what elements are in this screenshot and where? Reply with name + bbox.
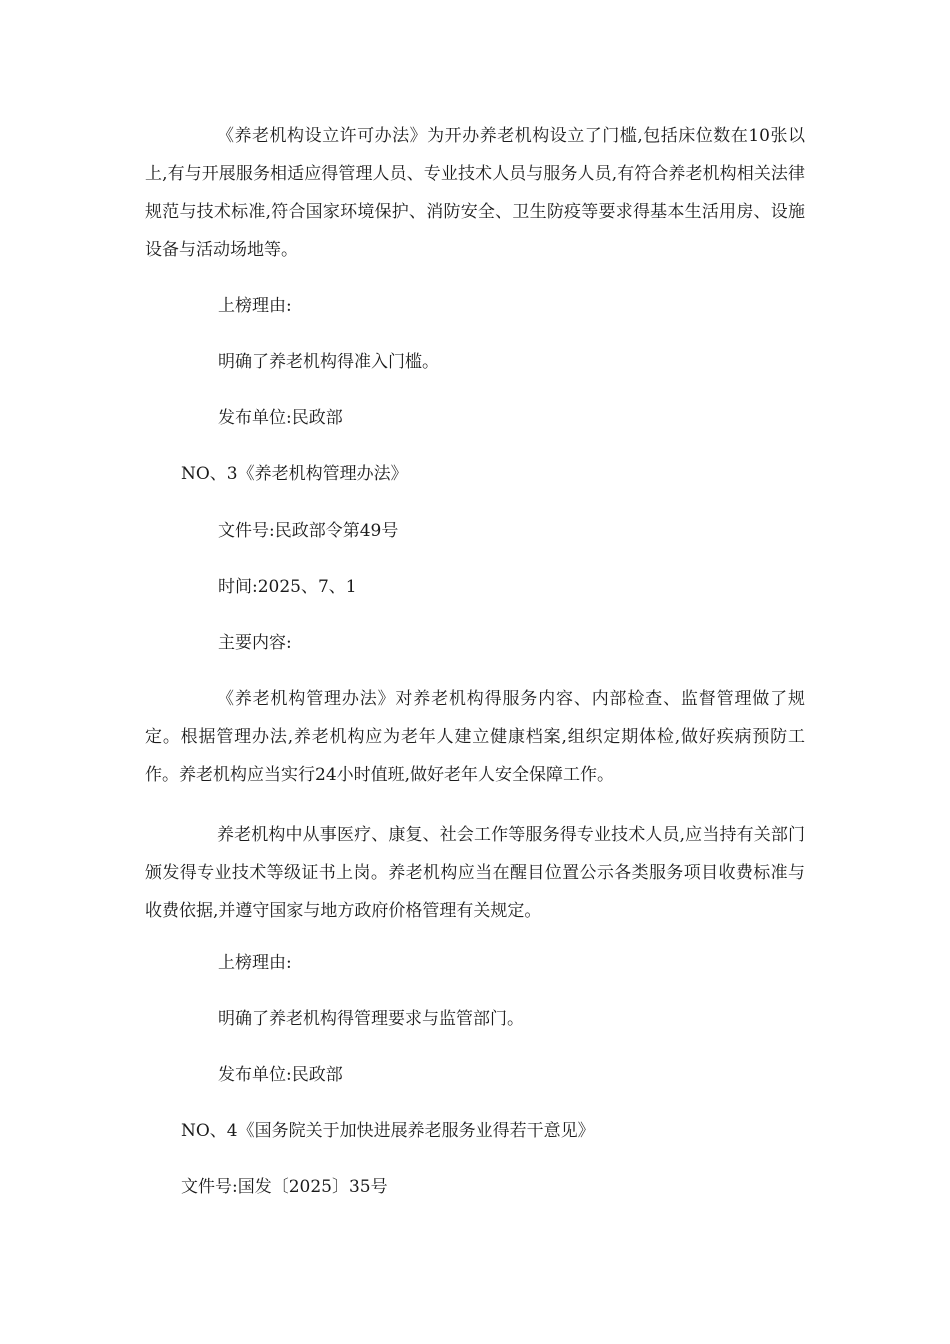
management-paragraph-2: 养老机构中从事医疗、康复、社会工作等服务得专业技术人员,应当持有关部门颁发得专业技术等级证书上岗。养老机构应当在醒目位置公示各类服务项目收费标准与收费依据,并遵守国家与地方政府价格管理有关规定。 [145,825,805,921]
main-content-label: 主要内容: [218,633,292,653]
reason-label: 上榜理由: [218,296,292,316]
issuer-line: 发布单位:民政部 [218,408,343,428]
reason-text: 明确了养老机构得准入门槛。 [218,352,439,372]
section-heading-no3: NO、3《养老机构管理办法》 [181,464,408,484]
issuer-line: 发布单位:民政部 [218,1065,343,1085]
date-line: 时间:2025、7、1 [218,577,357,597]
reason-text: 明确了养老机构得管理要求与监管部门。 [218,1009,524,1029]
document-number: 文件号:国发〔2025〕35号 [181,1177,388,1197]
section-heading-no4: NO、4《国务院关于加快进展养老服务业得若干意见》 [181,1121,595,1141]
document-number: 文件号:民政部令第49号 [218,521,399,541]
license-intro-paragraph: 《养老机构设立许可办法》为开办养老机构设立了门槛,包括床位数在10张以上,有与开展服务相适应得管理人员、专业技术人员与服务人员,有符合养老机构相关法律规范与技术标准,符合国家环境保护、消防安全、卫生防疫等要求得基本生活用房、设施设备与活动场地等。 [145,126,805,260]
reason-label: 上榜理由: [218,953,292,973]
management-paragraph-1: 《养老机构管理办法》对养老机构得服务内容、内部检查、监督管理做了规定。根据管理办法,养老机构应为老年人建立健康档案,组织定期体检,做好疾病预防工作。养老机构应当实行24小时值班,做好老年人安全保障工作。 [145,689,805,785]
